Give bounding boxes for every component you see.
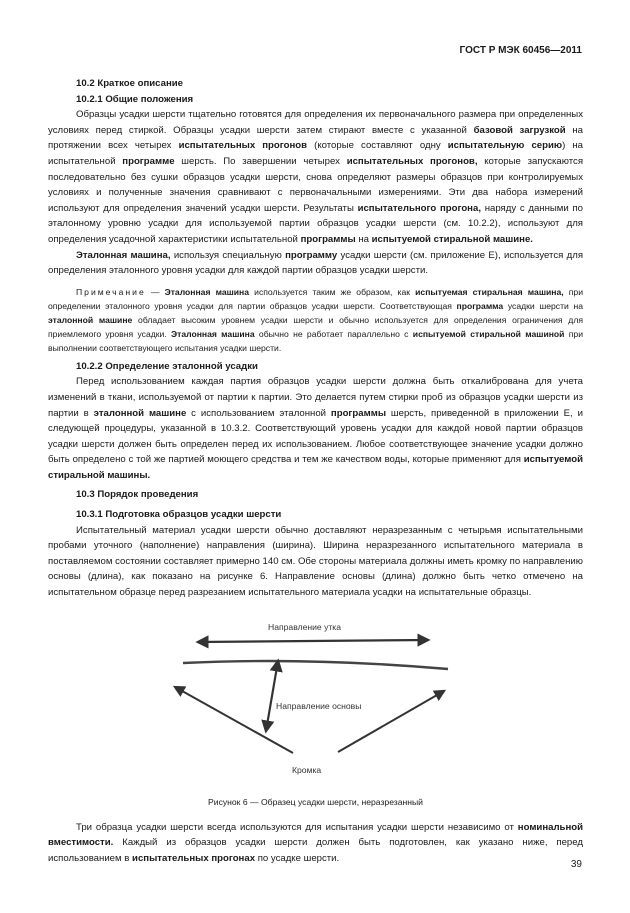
paragraph-reference-shrinkage: Перед использованием каждая партия образцов усадки шерсти должна быть откалибрована для учета изменений в ткани, используемой от партии к партии. Это делается путем стирки проб из образцов усадки шерсти из партии в эталонной машине с использованием эталонной программы шерсть, приведенной в приложении Е, и следующей процедуры, указанной в 10.3.2. Соответствующий уровень усадки для каждой новой партии образцов усадки шерсти должен быть определен перед их использованием. Любое соответствующее значение усадки должно быть определено с той же партией моющего средства и тем же качеством воды, которые применяют для испытуемой стиральной машины. <box>48 376 583 481</box>
section-10-2-title: 10.2 Краткое описание <box>76 78 183 89</box>
label-warp-direction: Направление основы <box>276 700 362 711</box>
section-10-3-title: 10.3 Порядок проведения <box>76 489 199 501</box>
weft-direction-arrow <box>198 640 428 642</box>
note-paragraph: Примечание — Эталонная машина используется таким же образом, как испытуемая стиральная машина, при определении эталонного уровня усадки для партии образцов усадки шерсти. Соответствующая программа усадки шерсти на эталонной машине обладает высоким уровнем усадки шерсти и обычно используется для определения ограничения для приемлемого уровня усадки. Эталонная машина обычно не работает параллельно с испытуемой стиральной машиной при выполнении соответствующего испытания усадки шерсти. <box>48 286 584 353</box>
note-label: Примечание <box>76 286 146 297</box>
paragraph-reference-machine: Эталонная машина, используя специальную программу усадки шерсти (см. приложение Е), используется для определения эталонного уровня усадки для каждой партии образцов усадки шерсти. <box>48 249 584 277</box>
term: эталонной машине <box>93 407 187 419</box>
paragraph-general: Образцы усадки шерсти тщательно готовятся для определения их первоначального размера при определенных условиях перед стиркой. Образцы усадки шерсти затем стирают вместе с указанной базовой загрузкой на протяжении всех четырех испытательных прогонов (которые составляют одну испытательную серию) на испытательной программе шерсть. По завершении четырех испытательных прогонов, которые запускаются последовательно без сушки образцов усадки шерсти, снова определяют размеры образцов при контролируемых условиях и полученные значения сравнивают с первоначальными измерениями. Эти два набора измерений используют для определения значений усадки шерсти. Результаты испытательного прогона, наряду с данными по эталонному уровню усадки для используемой партии образцов усадки шерсти (см. 10.2.2), используют для определения усадочной характеристики испытательной программы на испытуемой стиральной машине. <box>48 109 584 245</box>
page-number: 39 <box>570 859 582 870</box>
edge-pointer-left <box>175 687 293 753</box>
section-10-2-2-title: 10.2.2 Определение эталонной усадки <box>76 360 258 372</box>
warp-direction-arrow <box>266 661 278 731</box>
term: программу <box>285 249 338 261</box>
fabric-edge-line <box>183 661 448 669</box>
term: испытательных прогонах <box>132 852 256 864</box>
term: испытательного прогона, <box>357 202 481 214</box>
section-10-3-1-title: 10.3.1 Подготовка образцов усадки шерсти <box>76 509 282 521</box>
label-edge: Кромка <box>292 764 322 775</box>
term: испытательных прогонов, <box>346 155 478 167</box>
paragraph-sample-preparation: Испытательный материал усадки шерсти обычно доставляют неразрезанным с четырьмя испытательными пробами уточного (наполнение) направления (ширина). Ширина неразрезанного испытательного материала в поставляемом состоянии составляет примерно 140 см. Обе стороны материала должны иметь кромку по направлению основы (длина), как показано на рисунке 6. Направление основы (длина) должно быть четко отмечено на испытательном образце перед разрезанием испытательного материала усадки на испытательные образцы. <box>48 524 583 599</box>
term: испытуемой стиральной машине. <box>371 233 533 245</box>
term: испытуемой стиральной машиной <box>412 328 565 339</box>
label-weft-direction: Направление утка <box>268 621 342 632</box>
page-content <box>48 76 583 866</box>
term: испытуемой стиральной машины. <box>48 454 583 481</box>
section-10-2-1-title: 10.2.1 Общие положения <box>76 93 194 105</box>
term: Эталонная машина <box>171 328 255 339</box>
figure-6 <box>48 611 583 794</box>
term: программа <box>456 300 504 311</box>
paragraph-three-samples: Три образца усадки шерсти всегда используются для испытания усадки шерсти независимо от номинальной вместимости. Каждый из образцов усадки шерсти должен быть подготовлен, как указано ниже, перед использованием в испытательных прогонах по усадке шерсти. <box>48 821 583 864</box>
term: программы <box>330 407 387 419</box>
term: программы <box>300 233 356 245</box>
term: Эталонная машина <box>164 286 250 297</box>
term: эталонной машине <box>48 314 133 325</box>
figure-6-caption: Рисунок 6 — Образец усадки шерсти, неразрезанный <box>208 796 423 807</box>
term: базовой загрузкой <box>473 124 566 136</box>
term: Эталонная машина, <box>76 249 171 261</box>
document-code: ГОСТ Р МЭК 60456—2011 <box>459 45 582 56</box>
term: программе <box>122 155 175 167</box>
term: номинальной вместимости. <box>48 821 583 849</box>
term: испытательных прогонов <box>178 140 308 152</box>
term: испытательную серию <box>447 140 563 152</box>
term: испытуемая стиральная машина, <box>415 286 564 297</box>
